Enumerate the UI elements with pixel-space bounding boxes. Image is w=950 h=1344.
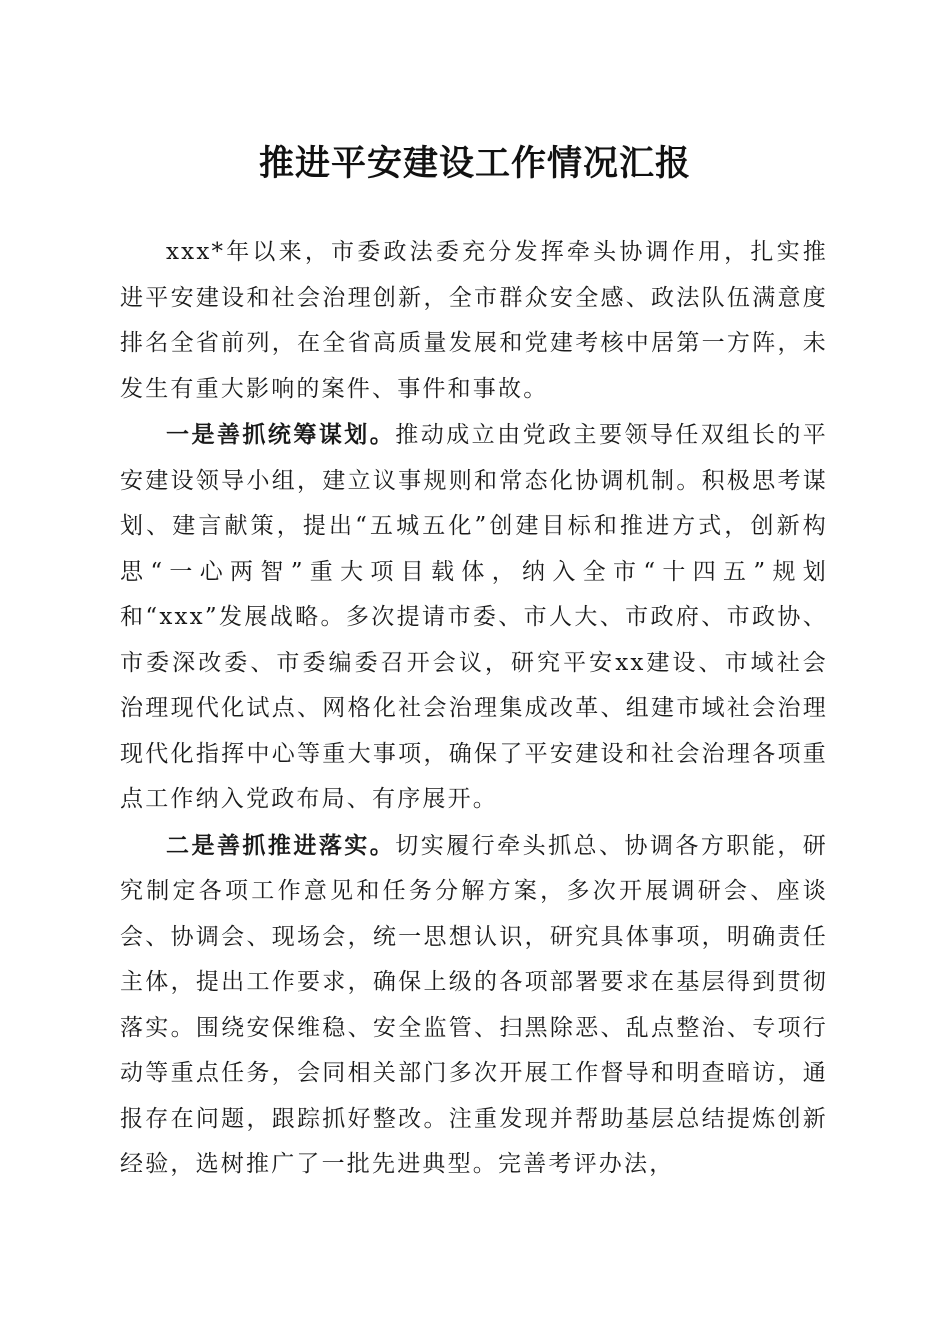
section-text-1: 推动成立由党政主要领导任双组长的平安建设领导小组，建立议事规则和常态化协调机制。积极思考谋划、建言献策，提出“五城五化”创建目标和推进方式，创新构思“一心两智”重大项目载体，纳入全市“十四五”规划和“xxx”发展战略。多次提请市委、市人大、市政府、市政协、市委深改委、市委编委召开会议，研究平安xx建设、市域社会治理现代化试点、网格化社会治理集成改革、组建市域社会治理现代化指挥中心等重大事项，确保了平安建设和社会治理各项重点工作纳入党政布局、有序展开。: [120, 422, 828, 812]
document-body: [120, 230, 828, 1188]
section-lead-1: 一是善抓统筹谋划。: [166, 421, 396, 448]
intro-paragraph: xxx*年以来，市委政法委充分发挥牵头协调作用，扎实推进平安建设和社会治理创新，全市群众安全感、政法队伍满意度排名全省前列，在全省高质量发展和党建考核中居第一方阵，未发生有重大影响的案件、事件和事故。: [120, 239, 828, 402]
section-text-2: 切实履行牵头抓总、协调各方职能，研究制定各项工作意见和任务分解方案，多次开展调研会、座谈会、协调会、现场会，统一思想认识，研究具体事项，明确责任主体，提出工作要求，确保上级的各项部署要求在基层得到贯彻落实。围绕安保维稳、安全监管、扫黑除恶、乱点整治、专项行动等重点任务，会同相关部门多次开展工作督导和明查暗访，通报存在问题，跟踪抓好整改。注重发现并帮助基层总结提炼创新经验，选树推广了一批先进典型。完善考评办法，: [120, 832, 828, 1177]
document-title: 推进平安建设工作情况汇报: [258, 143, 691, 184]
section-lead-2: 二是善抓推进落实。: [166, 831, 396, 859]
section-paragraph-2: [120, 823, 828, 1188]
section-paragraph-1: [120, 412, 828, 823]
